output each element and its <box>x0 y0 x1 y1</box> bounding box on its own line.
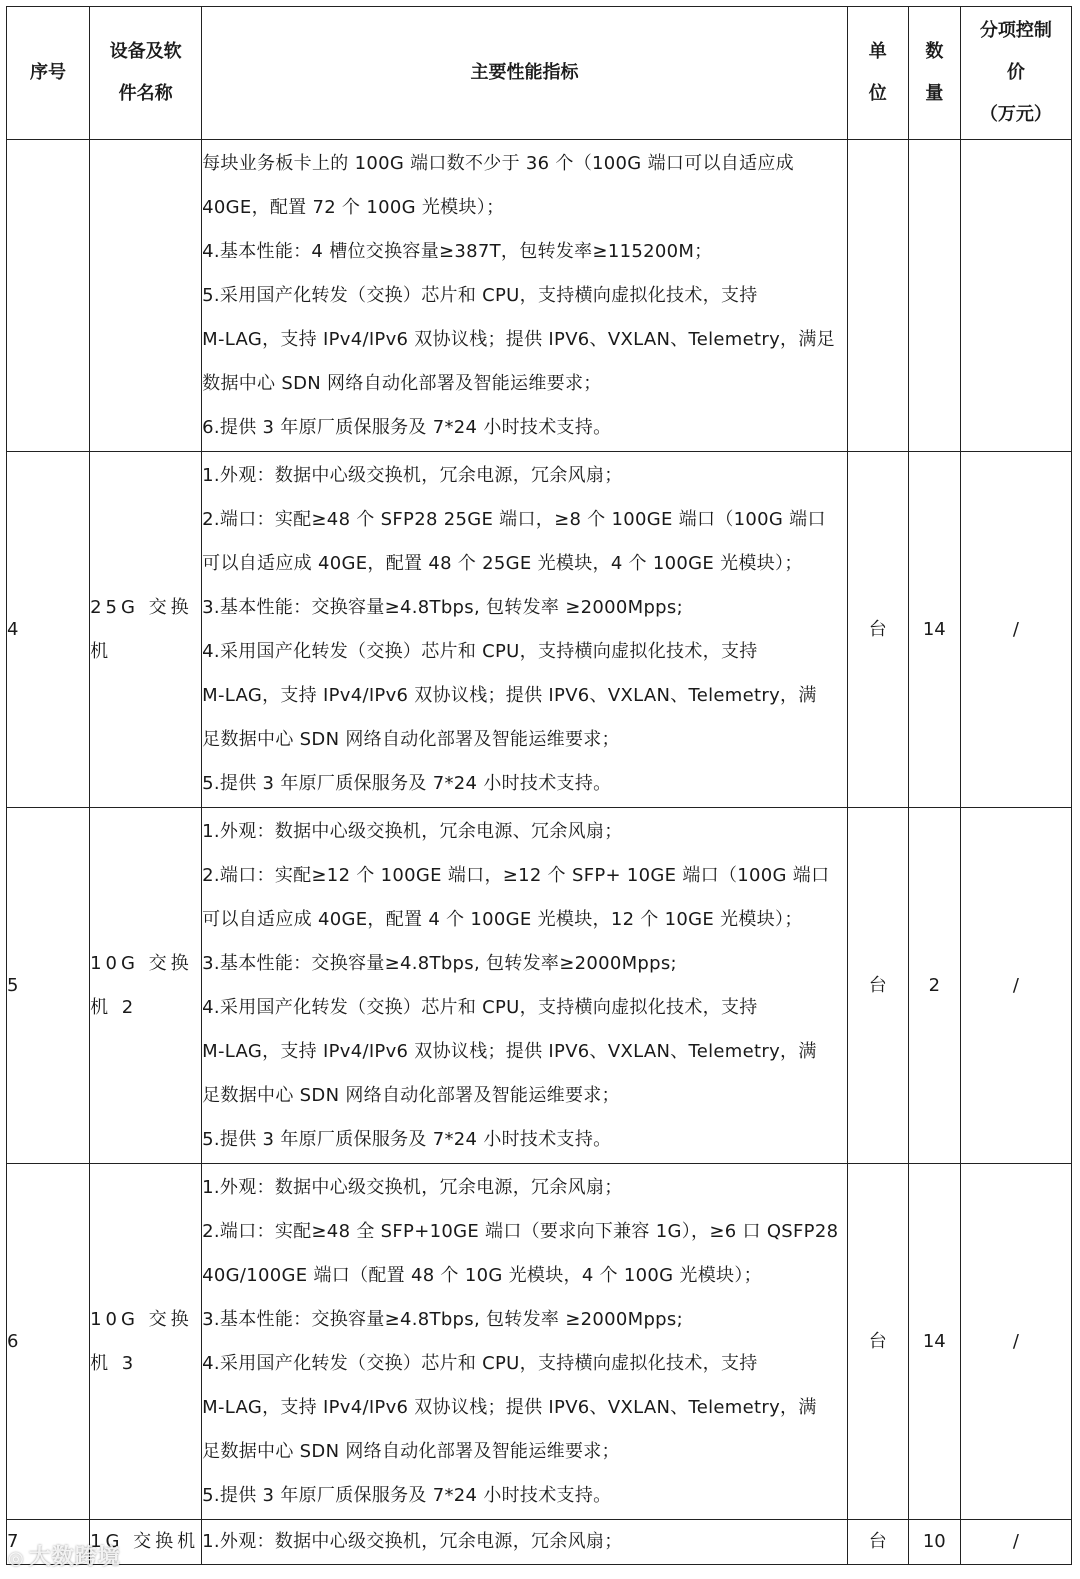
cell-price: / <box>960 1164 1071 1520</box>
cell-spec <box>202 140 848 452</box>
cell-qty <box>908 140 960 452</box>
header-spec: 主要性能指标 <box>202 7 848 140</box>
spec-line: 1.外观：数据中心级交换机，冗余电源，冗余风扇； <box>202 1531 623 1552</box>
header-price <box>960 7 1071 140</box>
header-qty-line: 数 <box>925 41 944 62</box>
spec-line: 5.提供 3 年原厂质保服务及 7*24 小时技术支持。 <box>202 772 612 794</box>
cell-price: / <box>960 1520 1071 1565</box>
spec-line: 3.基本性能：交换容量≥4.8Tbps, 包转发率 ≥2000Mpps; <box>202 1308 683 1330</box>
cell-index: 5 <box>7 808 90 1164</box>
cell-name: 10G 交换机 3 <box>90 1164 202 1520</box>
cell-unit: 台 <box>847 452 908 808</box>
spec-line: 4.采用国产化转发（交换）芯片和 CPU，支持横向虚拟化技术，支持 <box>202 996 758 1018</box>
spec-table <box>6 6 1072 1565</box>
spec-line: M-LAG，支持 IPv4/IPv6 双协议栈；提供 IPV6、VXLAN、Telemetry，满 <box>202 1040 817 1062</box>
cell-spec <box>202 808 848 1164</box>
cell-price: / <box>960 808 1071 1164</box>
cell-name: 25G 交换机 <box>90 452 202 808</box>
table-row <box>7 452 1072 808</box>
header-name-line: 件名称 <box>118 83 173 104</box>
cell-index: 4 <box>7 452 90 808</box>
spec-line: 足数据中心 SDN 网络自动化部署及智能运维要求； <box>202 1440 620 1462</box>
table-header-row <box>7 7 1072 140</box>
cell-qty: 14 <box>908 1164 960 1520</box>
cell-price: / <box>960 452 1071 808</box>
spec-line: 1.外观：数据中心级交换机，冗余电源，冗余风扇； <box>202 464 623 486</box>
cell-qty: 2 <box>908 808 960 1164</box>
spec-line: 2.端口：实配≥48 全 SFP+10GE 端口（要求向下兼容 1G），≥6 口 QSFP28 <box>202 1220 839 1242</box>
spec-line: 1.外观：数据中心级交换机，冗余电源，冗余风扇； <box>202 1176 623 1198</box>
header-unit-line: 位 <box>868 83 887 104</box>
spec-line: 足数据中心 SDN 网络自动化部署及智能运维要求； <box>202 728 620 750</box>
cell-unit: 台 <box>847 808 908 1164</box>
table-body <box>7 140 1072 1565</box>
cell-index: 7 <box>7 1520 90 1565</box>
header-unit <box>847 7 908 140</box>
table-row <box>7 140 1072 452</box>
spec-line: 可以自适应成 40GE，配置 48 个 25GE 光模块，4 个 100GE 光模块）； <box>202 552 803 574</box>
spec-line: 足数据中心 SDN 网络自动化部署及智能运维要求； <box>202 1084 620 1106</box>
spec-line: 40GE，配置 72 个 100G 光模块）； <box>202 196 505 218</box>
cell-name <box>90 140 202 452</box>
spec-line: 5.提供 3 年原厂质保服务及 7*24 小时技术支持。 <box>202 1484 612 1506</box>
spec-line: 2.端口：实配≥48 个 SFP28 25GE 端口，≥8 个 100GE 端口（100G 端口 <box>202 508 826 530</box>
spec-line: 3.基本性能：交换容量≥4.8Tbps, 包转发率 ≥2000Mpps; <box>202 596 683 618</box>
cell-unit: 台 <box>847 1164 908 1520</box>
spec-line: 4.基本性能：4 槽位交换容量≥387T，包转发率≥115200M； <box>202 240 713 262</box>
spec-line: 可以自适应成 40GE，配置 4 个 100GE 光模块，12 个 10GE 光模块）； <box>202 908 803 930</box>
header-qty-line: 量 <box>925 83 944 104</box>
cell-name: 10G 交换机 2 <box>90 808 202 1164</box>
table-row <box>7 1520 1072 1565</box>
header-price-line: 价 <box>1006 62 1025 83</box>
spec-line: 3.基本性能：交换容量≥4.8Tbps, 包转发率≥2000Mpps; <box>202 952 677 974</box>
spec-line: 2.端口：实配≥12 个 100GE 端口，≥12 个 SFP+ 10GE 端口（100G 端口 <box>202 864 830 886</box>
table-row <box>7 808 1072 1164</box>
spec-line: 数据中心 SDN 网络自动化部署及智能运维要求； <box>202 372 602 394</box>
spec-line: 5.提供 3 年原厂质保服务及 7*24 小时技术支持。 <box>202 1128 612 1150</box>
header-index: 序号 <box>7 7 90 140</box>
cell-unit: 台 <box>847 1520 908 1565</box>
spec-line: M-LAG，支持 IPv4/IPv6 双协议栈；提供 IPV6、VXLAN、Telemetry，满足 <box>202 328 835 350</box>
cell-price <box>960 140 1071 452</box>
cell-index: 6 <box>7 1164 90 1520</box>
cell-spec <box>202 1164 848 1520</box>
cell-index <box>7 140 90 452</box>
spec-line: 4.采用国产化转发（交换）芯片和 CPU，支持横向虚拟化技术，支持 <box>202 1352 758 1374</box>
header-price-line: （万元） <box>979 104 1052 125</box>
cell-qty: 14 <box>908 452 960 808</box>
cell-qty: 10 <box>908 1520 960 1565</box>
spec-line: M-LAG，支持 IPv4/IPv6 双协议栈；提供 IPV6、VXLAN、Telemetry，满 <box>202 684 817 706</box>
spec-line: M-LAG，支持 IPv4/IPv6 双协议栈；提供 IPV6、VXLAN、Telemetry，满 <box>202 1396 817 1418</box>
cell-spec <box>202 1520 848 1565</box>
header-name-line: 设备及软 <box>109 41 182 62</box>
spec-line: 5.采用国产化转发（交换）芯片和 CPU，支持横向虚拟化技术，支持 <box>202 284 758 306</box>
header-unit-line: 单 <box>868 41 887 62</box>
cell-unit <box>847 140 908 452</box>
spec-line: 40G/100GE 端口（配置 48 个 10G 光模块，4 个 100G 光模块）； <box>202 1264 762 1286</box>
header-name <box>90 7 202 140</box>
watermark-text: 大数跨境 <box>28 1545 121 1570</box>
spec-line: 6.提供 3 年原厂质保服务及 7*24 小时技术支持。 <box>202 416 612 438</box>
cell-name: 1G 交换机 <box>90 1520 202 1565</box>
header-price-line: 分项控制 <box>979 20 1052 41</box>
table-row <box>7 1164 1072 1520</box>
header-qty <box>908 7 960 140</box>
watermark-logo-icon: ◎ <box>8 1548 25 1569</box>
spec-line: 4.采用国产化转发（交换）芯片和 CPU，支持横向虚拟化技术，支持 <box>202 640 758 662</box>
cell-spec <box>202 452 848 808</box>
spec-line: 1.外观：数据中心级交换机，冗余电源、冗余风扇； <box>202 820 623 842</box>
watermark <box>8 1540 121 1571</box>
spec-line: 每块业务板卡上的 100G 端口数不少于 36 个（100G 端口可以自适应成 <box>202 152 794 174</box>
